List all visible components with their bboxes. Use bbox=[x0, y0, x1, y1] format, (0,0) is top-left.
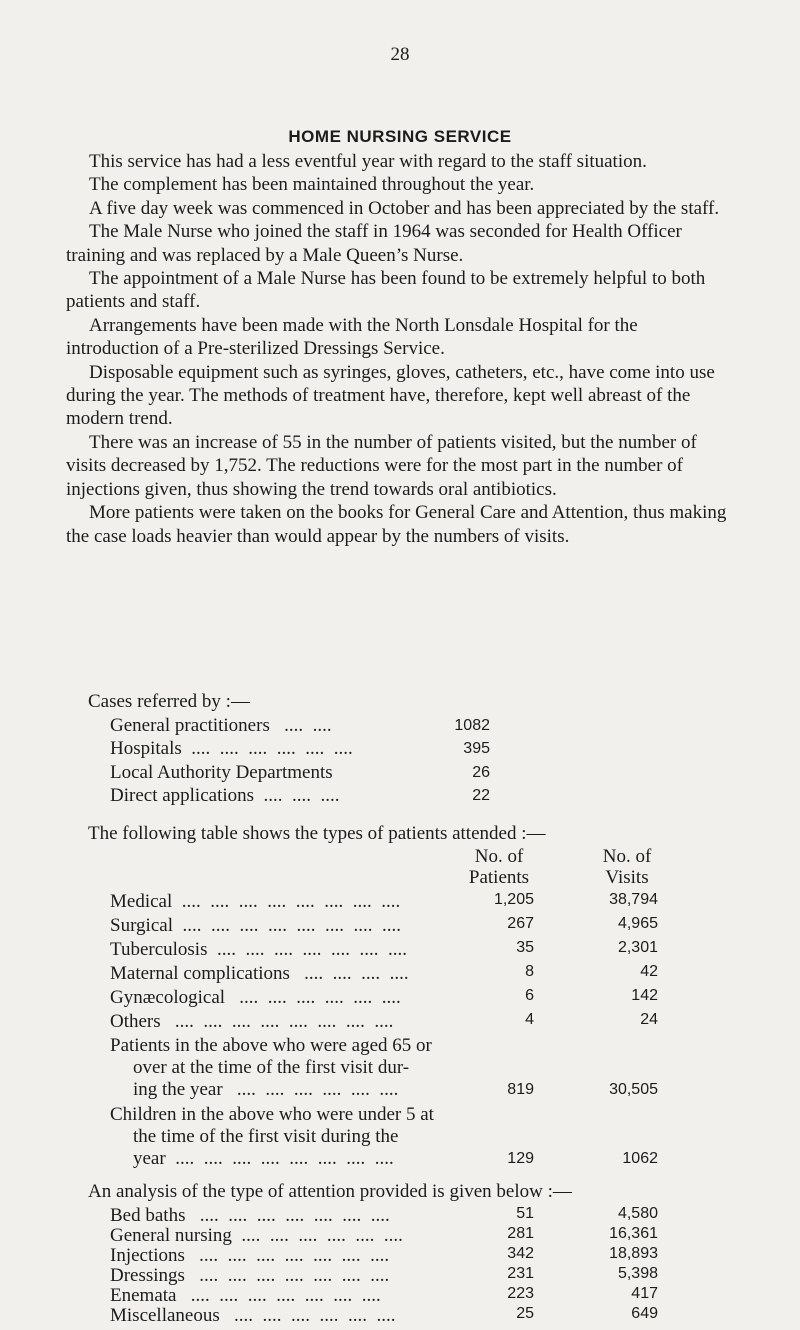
row-label: Bed baths .... .... .... .... .... .... .... bbox=[110, 1205, 390, 1226]
body-text bbox=[66, 150, 730, 548]
visits-column-header bbox=[572, 846, 682, 888]
patients-table-intro: The following table shows the types of patients attended :— bbox=[88, 823, 546, 844]
label-line: over at the time of the first visit dur- bbox=[133, 1057, 410, 1078]
visits-value: 30,505 bbox=[609, 1081, 658, 1098]
referred-label: Hospitals .... .... .... .... .... .... bbox=[110, 738, 353, 760]
visits-value: 38,794 bbox=[609, 891, 658, 908]
cases-referred-intro: Cases referred by :— bbox=[88, 691, 250, 712]
visits-value: 42 bbox=[640, 963, 658, 980]
referred-value: 1082 bbox=[454, 716, 490, 734]
visits-value: 142 bbox=[631, 987, 658, 1004]
row-label: Maternal complications .... .... .... .... bbox=[110, 963, 409, 984]
paragraph: The Male Nurse who joined the staff in 1964 was seconded for Health Officer training and was replaced by a Male Queen’s Nurse. bbox=[66, 221, 682, 266]
analysis-visits: 16,361 bbox=[609, 1225, 658, 1242]
analysis-visits: 649 bbox=[631, 1305, 658, 1322]
header-line: Patients bbox=[468, 867, 530, 888]
label-line: year .... .... .... .... .... .... .... .... bbox=[133, 1148, 394, 1169]
header-line: No. of bbox=[474, 846, 524, 867]
patients-value: 1,205 bbox=[493, 891, 534, 908]
analysis-count: 223 bbox=[507, 1285, 534, 1302]
row-label: Tuberculosis .... .... .... .... .... .... .... bbox=[110, 939, 407, 960]
paragraph: Disposable equipment such as syringes, gloves, catheters, etc., have come into use during the year. The methods of treatment have, therefore, kept well abreast of the modern trend. bbox=[66, 361, 715, 430]
patients-value: 8 bbox=[525, 963, 534, 980]
referred-label: General practitioners .... .... bbox=[110, 714, 332, 736]
cases-referred-list bbox=[88, 690, 688, 808]
row-label: Gynæcological .... .... .... .... .... .... bbox=[110, 987, 401, 1008]
section-heading: HOME NURSING SERVICE bbox=[288, 127, 512, 146]
patients-value: 819 bbox=[507, 1081, 534, 1098]
analysis-count: 25 bbox=[516, 1305, 534, 1322]
label-line: Patients in the above who were aged 65 or bbox=[110, 1035, 432, 1056]
paragraph: This service has had a less eventful year with regard to the staff situation. bbox=[89, 151, 647, 172]
patients-value: 35 bbox=[516, 939, 534, 956]
patients-value: 129 bbox=[507, 1150, 534, 1167]
row-label: Injections .... .... .... .... .... .... .... bbox=[110, 1245, 390, 1266]
row-label: Medical .... .... .... .... .... .... .... .... bbox=[110, 891, 401, 912]
row-label: Miscellaneous .... .... .... .... .... .... bbox=[110, 1305, 396, 1326]
paragraph: The complement has been maintained throughout the year. bbox=[89, 174, 535, 196]
patients-value: 267 bbox=[507, 915, 534, 932]
analysis-visits: 417 bbox=[631, 1285, 658, 1302]
visits-value: 4,965 bbox=[617, 915, 658, 932]
analysis-count: 231 bbox=[507, 1265, 534, 1282]
referred-row bbox=[88, 784, 688, 808]
analysis-count: 281 bbox=[507, 1225, 534, 1242]
page-number: 28 bbox=[390, 44, 410, 65]
paragraph: The appointment of a Male Nurse has been found to be extremely helpful to both patients and staff. bbox=[66, 268, 706, 313]
analysis-count: 342 bbox=[507, 1245, 534, 1262]
analysis-visits: 5,398 bbox=[617, 1265, 658, 1282]
analysis-visits: 18,893 bbox=[609, 1245, 658, 1262]
aged-65-row-label bbox=[110, 1035, 510, 1101]
header-line: Visits bbox=[605, 867, 649, 888]
referred-label: Direct applications .... .... .... bbox=[110, 785, 340, 807]
analysis-visits: 4,580 bbox=[617, 1205, 658, 1222]
paragraph: More patients were taken on the books for General Care and Attention, thus making the case loads heavier than would appear by the numbers of visits. bbox=[66, 502, 727, 547]
header-line: No. of bbox=[602, 846, 652, 867]
row-label: Surgical .... .... .... .... .... .... .... .... bbox=[110, 915, 401, 936]
label-line: the time of the first visit during the bbox=[133, 1126, 399, 1147]
label-line: Children in the above who were under 5 at bbox=[110, 1104, 434, 1125]
analysis-count: 51 bbox=[516, 1205, 534, 1222]
referred-row bbox=[88, 761, 688, 785]
patients-value: 4 bbox=[525, 1011, 534, 1028]
row-label: Enemata .... .... .... .... .... .... .... bbox=[110, 1285, 381, 1306]
referred-row bbox=[88, 714, 688, 738]
referred-row bbox=[88, 737, 688, 761]
referred-value: 22 bbox=[472, 787, 490, 805]
paragraph: Arrangements have been made with the North Lonsdale Hospital for the introduction of a Pre-sterilized Dressings Service. bbox=[66, 314, 638, 360]
visits-value: 1062 bbox=[622, 1150, 658, 1167]
visits-value: 2,301 bbox=[617, 939, 658, 956]
analysis-intro: An analysis of the type of attention provided is given below :— bbox=[88, 1181, 572, 1202]
patients-value: 6 bbox=[525, 987, 534, 1004]
visits-value: 24 bbox=[640, 1011, 658, 1028]
referred-label: Local Authority Departments bbox=[110, 761, 333, 783]
row-label: Others .... .... .... .... .... .... .... .... bbox=[110, 1011, 394, 1032]
row-label: Dressings .... .... .... .... .... .... .... bbox=[110, 1265, 390, 1286]
paragraph: There was an increase of 55 in the number of patients visited, but the number of visits decreased by 1,752. The reductions were for the most part in the number of injections given, thus showing the trend towards oral antibiotics. bbox=[66, 431, 697, 500]
children-under-5-row-label bbox=[110, 1104, 510, 1170]
paragraph: A five day week was commenced in October and has been appreciated by the staff. bbox=[89, 197, 720, 219]
label-line: ing the year .... .... .... .... .... .... bbox=[133, 1079, 399, 1100]
row-label: General nursing .... .... .... .... .... .... bbox=[110, 1225, 403, 1246]
referred-value: 395 bbox=[463, 740, 490, 758]
patients-column-header bbox=[444, 846, 554, 888]
referred-value: 26 bbox=[472, 763, 490, 781]
